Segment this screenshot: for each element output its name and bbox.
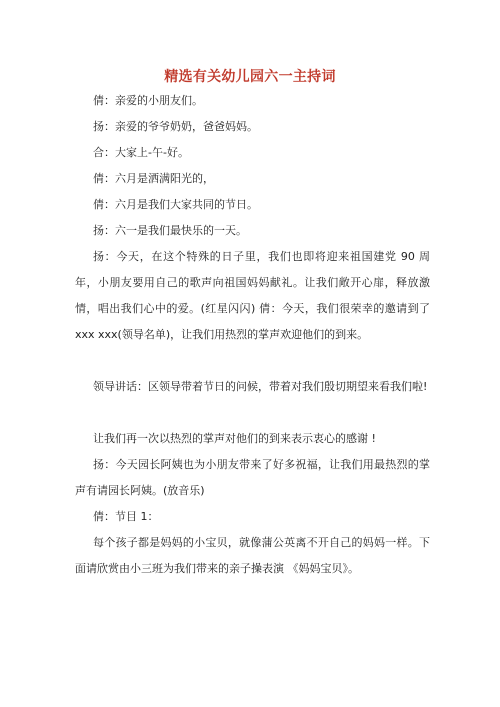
document-title: 精选有关幼儿园六一主持词 <box>164 69 336 85</box>
paragraph-1: 倩：亲爱的小朋友们。 <box>93 94 203 107</box>
paragraph-4: 倩：六月是洒满阳光的， <box>93 172 214 185</box>
paragraph-11: 倩：节目 1： <box>93 510 159 523</box>
paragraph-3: 合：大家上-午-好。 <box>93 146 189 159</box>
paragraph-12: 每个孩子都是妈妈的小宝贝，就像蒲公英离不开自己的妈妈一样。下面请欣赏由小三班为我们带来的亲子操表演 《妈妈宝贝》。 <box>75 536 430 575</box>
paragraph-2: 扬：亲爱的爷爷奶奶，爸爸妈妈。 <box>93 120 258 133</box>
paragraph-8: 领导讲话：区领导带着节日的问候，带着对我们殷切期望来看我们啦! <box>93 380 428 393</box>
paragraph-10: 扬：今天园长阿姨也为小朋友带来了好多祝福，让我们用最热烈的掌声有请园长阿姨。(放音乐) <box>75 458 430 497</box>
paragraph-6: 扬：六一是我们最快乐的一天。 <box>93 224 247 237</box>
paragraph-7: 扬：今天，在这个特殊的日子里，我们也即将迎来祖国建党 90 周年，小朋友要用自己的歌声向祖国妈妈献礼。让我们敞开心扉，释放激情，唱出我们心中的爱。(红星闪闪) 倩：今天，我们很荣幸的邀请到了 xxx xxx(领导名单)，让我们用热烈的掌声欢迎他们的到来。 <box>75 250 430 341</box>
paragraph-5: 倩：六月是我们大家共同的节日。 <box>93 198 258 211</box>
paragraph-9: 让我们再一次以热烈的掌声对他们的到来表示衷心的感谢 ! <box>93 432 376 445</box>
